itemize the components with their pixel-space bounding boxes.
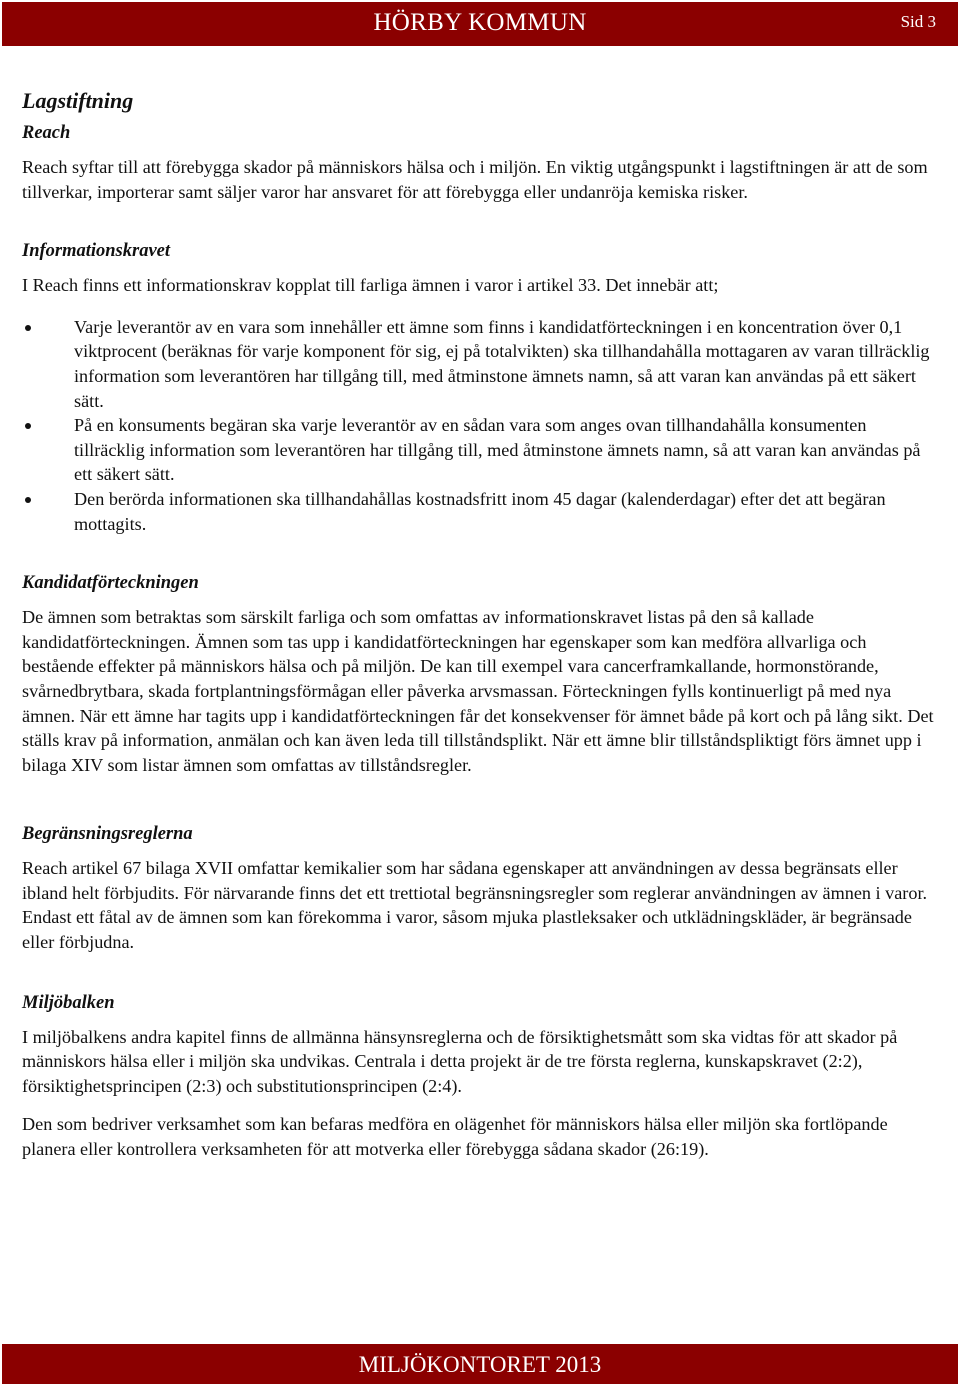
heading-lagstiftning: Lagstiftning [22, 88, 134, 113]
document-body [22, 86, 940, 1162]
paragraph-begransningsreglerna: Reach artikel 67 bilaga XVII omfattar kemikalier som har sådana egenskaper att användningen av dessa begränsats eller ibland helt förbjudits. För närvarande finns det ett trettiotal begränsningsregler som reglerar användningen av ämnen i varor. Endast ett fåtal av de ämnen som kan förekomma i varor, såsom mjuka plastleksaker och utklädningskläder, är begränsade eller förbjudna. [22, 858, 928, 953]
heading-kandidatforteckningen: Kandidatförteckningen [22, 573, 199, 594]
page-number: Sid 3 [900, 12, 936, 31]
heading-begransningsreglerna: Begränsningsreglerna [22, 824, 193, 845]
list-item-text: Varje leverantör av en vara som innehåller ett ämne som finns i kandidatförteckningen i en koncentration över 0,1 viktprocent (beräknas för varje komponent för sig, ej på totalvikten) ska tillhandahålla mottagaren av varan tillräcklig information som leverantören har tillgång till, med åtminstone ämnets namn, så att varan kan användas på ett säkert sätt. [74, 316, 930, 411]
list-item [22, 413, 940, 487]
bullet-list [22, 315, 940, 536]
bullet-icon [25, 497, 31, 503]
list-item-text: På en konsuments begäran ska varje leverantör av en sådan vara som anges ovan tillhandahålla konsumenten tillräcklig information som leverantören har tillgång till, med åtminstone ämnets namn, så att varan kan användas på ett säkert sätt. [74, 415, 921, 485]
bullet-icon [25, 423, 31, 429]
heading-miljobalken: Miljöbalken [22, 992, 115, 1013]
paragraph-miljobalken-1: I miljöbalkens andra kapitel finns de allmänna hänsynsreglerna och de försiktighetsmått som ska vidtas för att skador på människors hälsa eller i miljön ska undvikas. Centrala i detta projekt är de tre första reglerna, kunskapskravet (2:2), försiktighetsprincipen (2:3) och substitutionsprincipen (2:4). [22, 1026, 898, 1096]
heading-reach: Reach [22, 123, 71, 143]
paragraph-informationskravet: I Reach finns ett informationskrav kopplat till farliga ämnen i varor i artikel 33. Det innebär att; [22, 275, 719, 296]
page-footer [2, 1344, 958, 1384]
footer-title: MILJÖKONTORET 2013 [358, 1352, 602, 1377]
list-item [22, 315, 940, 413]
paragraph-reach: Reach syftar till att förebygga skador på människors hälsa och i miljön. En viktig utgångspunkt i lagstiftningen är att de som tillverkar, importerar samt säljer varor har ansvaret för att förebygga eller undanröja kemiska risker. [22, 157, 928, 202]
paragraph-kandidatforteckningen: De ämnen som betraktas som särskilt farliga och som omfattas av informationskravet listas på den så kallade kandidatförteckningen. Ämnen som tas upp i kandidatförteckningen har egenskaper som kan medföra allvarliga och bestående effekter på människors hälsa och på miljön. De kan till exempel vara cancerframkallande, hormonstörande, svårnedbrytbara, skada fortplantningsförmågan eller påverka arvsmassan. Förteckningen fylls kontinuerligt på med nya ämnen. När ett ämne har tagits upp i kandidatförteckningen får det konsekvenser för ämnet både på kort och på lång sikt. Det ställs krav på information, anmälan och kan även leda till tillståndsplikt. När ett ämne blir tillståndspliktigt förs ämnet upp i bilaga XIV som listar ämnen som omfattas av tillståndsregler. [22, 607, 934, 775]
page-header [2, 2, 958, 46]
paragraph-miljobalken-2: Den som bedriver verksamhet som kan befaras medföra en olägenhet för människors hälsa eller miljön ska fortlöpande planera eller kontrollera verksamheten för att motverka eller förebygga sådana skador (26:19). [22, 1114, 888, 1160]
bullet-icon [25, 325, 31, 331]
list-item-text: Den berörda informationen ska tillhandahållas kostnadsfritt inom 45 dagar (kalenderdagar) efter det att begäran mottagits. [74, 488, 886, 534]
list-item [22, 487, 940, 536]
heading-informationskravet: Informationskravet [22, 241, 171, 262]
header-title: HÖRBY KOMMUN [373, 9, 587, 36]
